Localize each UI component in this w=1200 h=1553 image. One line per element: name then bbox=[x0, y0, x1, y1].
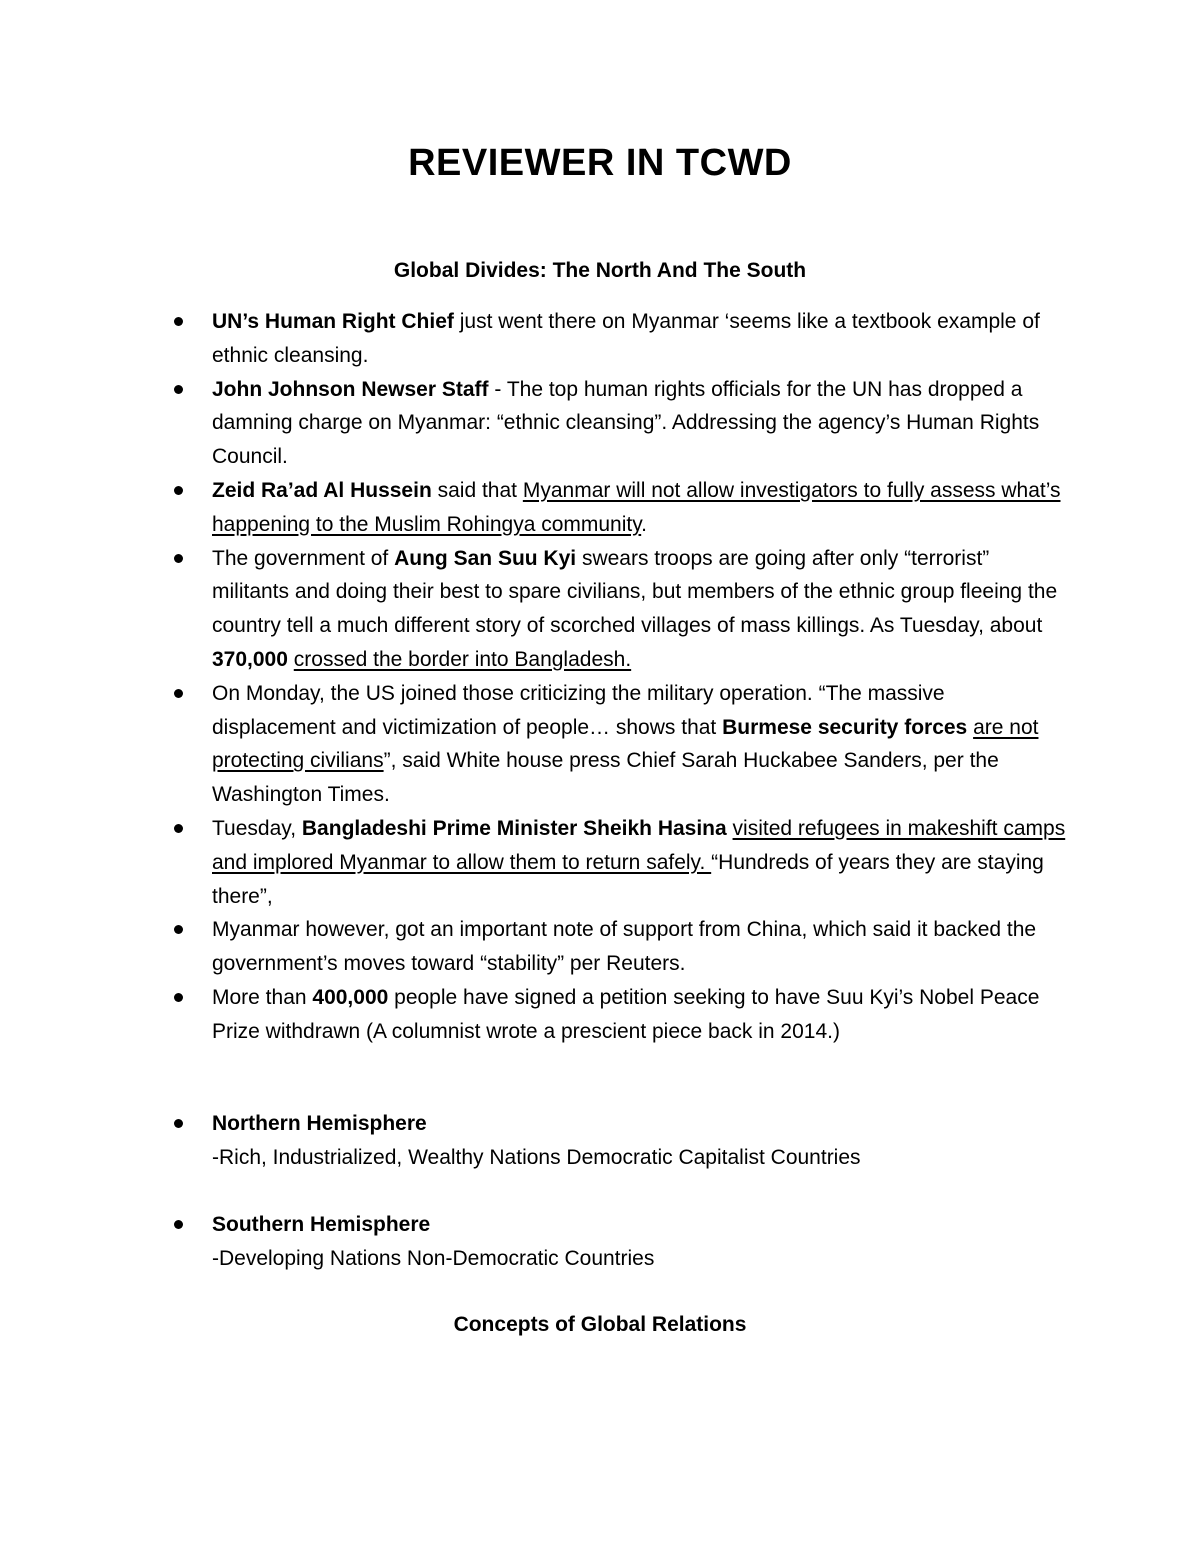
bullet-icon bbox=[174, 317, 183, 326]
item-text: swears troops are going after only “terrorist” militants and doing their best to spare civilians, but members of the ethnic group fleeing the country tell a much different story of scorched villages of mass killings. As Tuesday, about bbox=[212, 546, 1058, 638]
bold-text: Aung San Suu Kyi bbox=[394, 546, 577, 570]
hemisphere-description: -Developing Nations Non-Democratic Countries bbox=[212, 1246, 655, 1270]
hemisphere-description: -Rich, Industrialized, Wealthy Nations Democratic Capitalist Countries bbox=[212, 1145, 861, 1169]
bold-text: 400,000 bbox=[312, 985, 389, 1009]
bullet-icon bbox=[174, 689, 183, 698]
underlined-text: visited refugees in makeshift camps and implored Myanmar to allow them to return safely. bbox=[212, 816, 1066, 874]
list-item bbox=[170, 913, 1070, 981]
section-heading-concepts: Concepts of Global Relations bbox=[453, 1313, 747, 1336]
bold-text: UN’s Human Right Chief bbox=[212, 310, 454, 333]
item-text: said that bbox=[431, 478, 523, 502]
list-item bbox=[170, 812, 1070, 913]
list-item bbox=[170, 981, 1070, 1049]
bullet-icon bbox=[174, 925, 183, 934]
underlined-text: crossed the border into Bangladesh. bbox=[293, 647, 632, 671]
item-text: Tuesday, bbox=[212, 816, 302, 840]
item-text: people have signed a petition seeking to have Suu Kyi’s Nobel Peace Prize withdrawn (A columnist wrote a prescient piece back in 2014.) bbox=[212, 985, 1040, 1043]
bullet-icon bbox=[174, 993, 183, 1002]
list-item bbox=[170, 373, 1070, 474]
list-item bbox=[170, 542, 1070, 677]
underlined-text: are not protecting civilians bbox=[212, 715, 1039, 773]
hemisphere-label: Southern Hemisphere bbox=[212, 1213, 431, 1236]
list-item-northern-hemisphere bbox=[170, 1107, 1070, 1175]
bold-text: Bangladeshi Prime Minister Sheikh Hasina bbox=[301, 816, 727, 840]
bold-text: John Johnson Newser Staff bbox=[212, 377, 489, 401]
underlined-text: Myanmar will not allow investigators to fully assess what’s happening to the Muslim Rohingya community bbox=[212, 478, 1061, 536]
item-text: The government of bbox=[212, 546, 395, 570]
bullet-icon bbox=[174, 824, 183, 833]
item-text: More than bbox=[212, 985, 313, 1009]
item-text: ”, said White house press Chief Sarah Huckabee Sanders, per the Washington Times. bbox=[212, 749, 999, 807]
bullet-icon bbox=[174, 486, 183, 495]
list-item-southern-hemisphere bbox=[170, 1208, 1070, 1276]
bullet-icon bbox=[174, 554, 183, 563]
item-text: On Monday, the US joined those criticizing the military operation. “The massive displacement and victimization of people… shows that bbox=[212, 681, 945, 739]
section-heading-global-divides: Global Divides: The North And The South bbox=[393, 259, 807, 282]
item-text: “Hundreds of years they are staying there”, bbox=[212, 850, 1044, 908]
bullet-icon bbox=[174, 385, 183, 394]
bullet-icon bbox=[174, 1119, 183, 1128]
hemisphere-label: Northern Hemisphere bbox=[212, 1112, 427, 1135]
item-text: . bbox=[641, 512, 648, 536]
list-item bbox=[170, 305, 1070, 373]
hemisphere-list-south bbox=[170, 1208, 1070, 1276]
list-item bbox=[170, 677, 1070, 812]
item-text: just went there on Myanmar ‘seems like a textbook example of ethnic cleansing. bbox=[212, 310, 1040, 367]
item-text: Myanmar however, got an important note of support from China, which said it backed the government’s moves toward “stability” per Reuters. bbox=[212, 918, 1037, 976]
news-bullet-list bbox=[170, 305, 1070, 1049]
item-text: - The top human rights officials for the UN has dropped a damning charge on Myanmar: “ethnic cleansing”. Addressing the agency’s Human Rights Council. bbox=[212, 377, 1040, 469]
list-item bbox=[170, 474, 1070, 542]
bold-text: Zeid Ra’ad Al Hussein bbox=[212, 478, 432, 502]
bold-text: 370,000 bbox=[212, 647, 288, 671]
document-title: REVIEWER IN TCWD bbox=[408, 142, 792, 184]
bold-text: Burmese security forces bbox=[722, 715, 974, 739]
bullet-icon bbox=[174, 1220, 183, 1229]
hemisphere-list-north bbox=[170, 1107, 1070, 1175]
